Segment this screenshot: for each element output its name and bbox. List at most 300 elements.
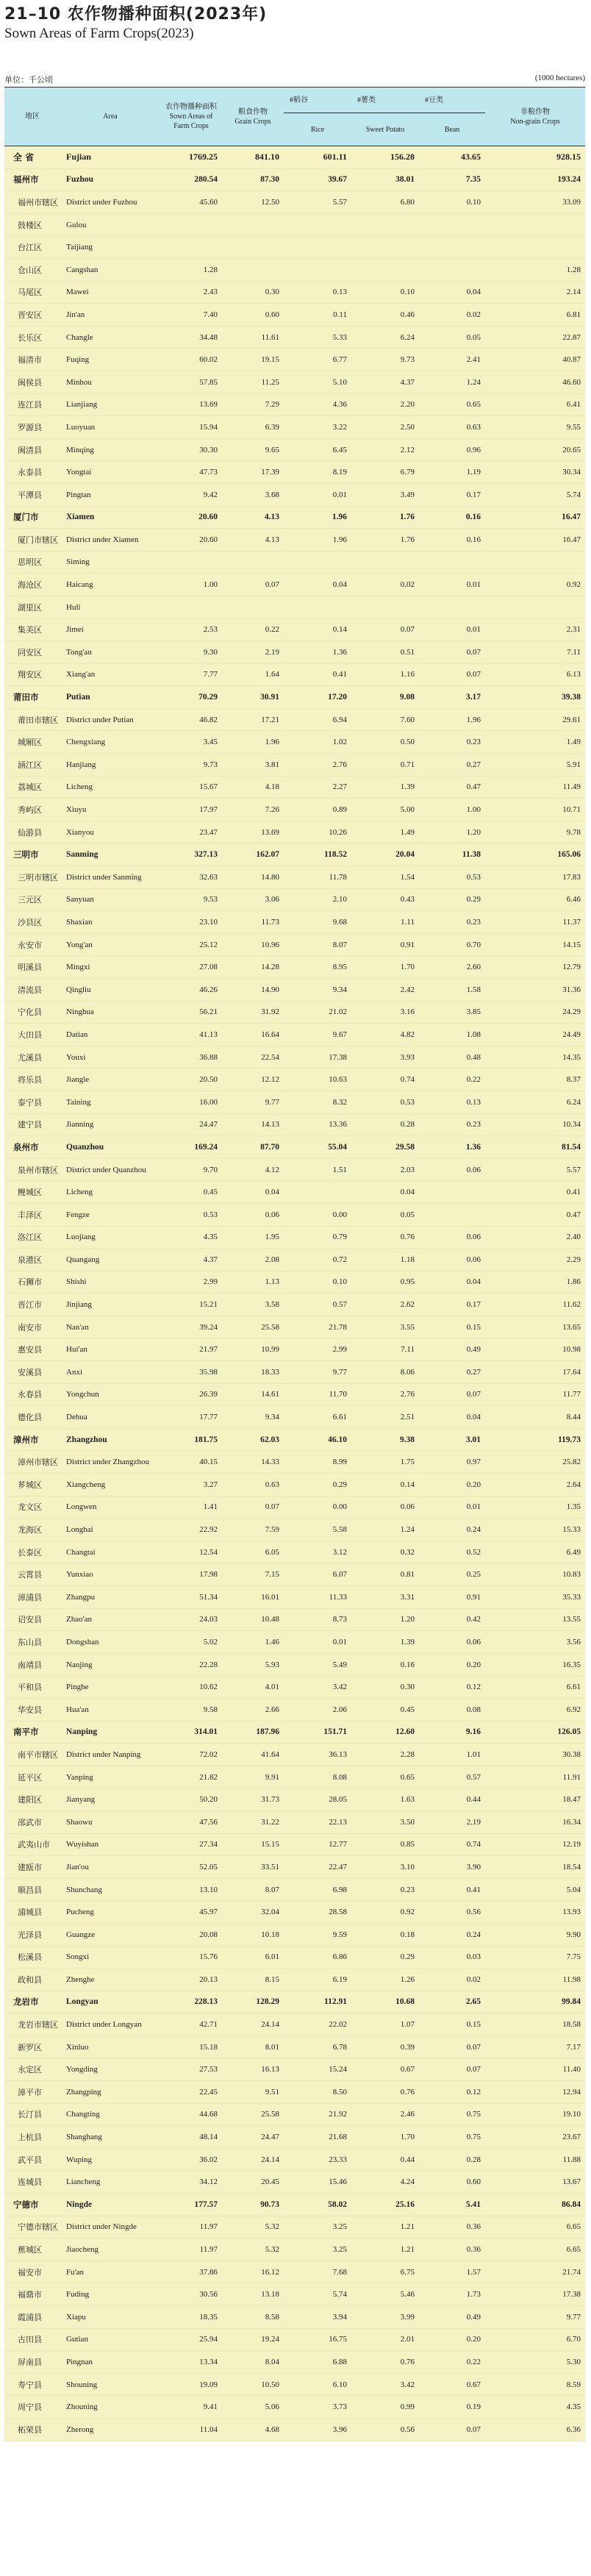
area-name: Fuding bbox=[60, 2283, 160, 2306]
rice-value: 151.71 bbox=[284, 1721, 351, 1744]
rice-value: 8.08 bbox=[284, 1766, 351, 1788]
grain-value: 16.01 bbox=[222, 1586, 284, 1609]
area-name: Licheng bbox=[60, 776, 160, 799]
bean-value: 0.15 bbox=[419, 2013, 485, 2036]
sweet-potato-value: 20.04 bbox=[351, 843, 419, 866]
region-name: 仙游县 bbox=[4, 821, 60, 843]
rice-value: 22.02 bbox=[284, 2013, 351, 2036]
sown-value: 70.29 bbox=[160, 686, 222, 709]
sweet-potato-value: 3.10 bbox=[351, 1856, 419, 1879]
sweet-potato-value: 0.51 bbox=[351, 641, 419, 664]
sweet-potato-value: 2.62 bbox=[351, 1294, 419, 1316]
area-name: Zhenghe bbox=[60, 1969, 160, 1991]
nongrain-value: 8.44 bbox=[485, 1406, 585, 1429]
grain-value: 62.03 bbox=[222, 1428, 284, 1451]
sown-value: 60.02 bbox=[160, 349, 222, 371]
region-name: 德化县 bbox=[4, 1406, 60, 1429]
rice-value: 5.74 bbox=[284, 2283, 351, 2306]
sown-value: 2.99 bbox=[160, 1271, 222, 1294]
rice-value: 6.78 bbox=[284, 2036, 351, 2058]
region-name: 罗源县 bbox=[4, 416, 60, 439]
sweet-potato-value: 0.30 bbox=[351, 1676, 419, 1699]
region-name: 翔安区 bbox=[4, 663, 60, 686]
region-name: 福鼎市 bbox=[4, 2283, 60, 2306]
region-name: 福清市 bbox=[4, 349, 60, 371]
region-name: 莆田市辖区 bbox=[4, 708, 60, 731]
rice-value: 8.07 bbox=[284, 933, 351, 956]
grain-value: 31.73 bbox=[222, 1788, 284, 1811]
nongrain-value: 11.88 bbox=[485, 2148, 585, 2171]
area-name: Gutian bbox=[60, 2328, 160, 2351]
area-name: Ninghua bbox=[60, 1001, 160, 1024]
rice-value: 1.96 bbox=[284, 506, 351, 529]
region-name: 宁德市辖区 bbox=[4, 2216, 60, 2238]
nongrain-value: 1.49 bbox=[485, 731, 585, 754]
grain-value: 7.15 bbox=[222, 1563, 284, 1586]
sweet-potato-value: 3.31 bbox=[351, 1586, 419, 1609]
region-name: 龙海区 bbox=[4, 1519, 60, 1541]
nongrain-value: 19.10 bbox=[485, 2103, 585, 2126]
nongrain-value: 8.37 bbox=[485, 1068, 585, 1091]
sweet-potato-value: 0.67 bbox=[351, 2058, 419, 2081]
sweet-potato-value: 0.10 bbox=[351, 281, 419, 304]
grain-value: 4.68 bbox=[222, 2418, 284, 2441]
nongrain-value: 0.41 bbox=[485, 1181, 585, 1204]
area-name: Mawei bbox=[60, 281, 160, 304]
grain-value: 8.04 bbox=[222, 2351, 284, 2374]
sown-value: 46.82 bbox=[160, 708, 222, 731]
sweet-potato-value: 1.76 bbox=[351, 506, 419, 529]
bean-value: 0.13 bbox=[419, 1091, 485, 1113]
grain-value: 0.07 bbox=[222, 1496, 284, 1519]
area-name: Hanjiang bbox=[60, 754, 160, 777]
nongrain-value bbox=[485, 596, 585, 618]
bean-value: 0.27 bbox=[419, 754, 485, 777]
grain-value: 13.18 bbox=[222, 2283, 284, 2306]
rice-value: 28.58 bbox=[284, 1901, 351, 1924]
sweet-potato-value: 1.07 bbox=[351, 2013, 419, 2036]
sweet-potato-value: 29.58 bbox=[351, 1136, 419, 1159]
nongrain-value: 46.60 bbox=[485, 371, 585, 393]
bean-value: 1.20 bbox=[419, 821, 485, 843]
sweet-potato-value: 0.99 bbox=[351, 2396, 419, 2419]
sown-value bbox=[160, 236, 222, 259]
bean-value: 0.19 bbox=[419, 2396, 485, 2419]
bean-value: 1.36 bbox=[419, 1136, 485, 1159]
sweet-potato-value bbox=[351, 596, 419, 618]
bean-value: 0.28 bbox=[419, 2148, 485, 2171]
sown-value: 30.30 bbox=[160, 438, 222, 461]
region-name: 厦门市辖区 bbox=[4, 529, 60, 552]
sown-value: 12.54 bbox=[160, 1541, 222, 1563]
nongrain-value: 126.05 bbox=[485, 1721, 585, 1744]
bean-value: 2.65 bbox=[419, 1991, 485, 2013]
rice-value: 3.94 bbox=[284, 2306, 351, 2329]
grain-value: 10.96 bbox=[222, 933, 284, 956]
area-name: Liancheng bbox=[60, 2171, 160, 2194]
nongrain-value: 10.98 bbox=[485, 1338, 585, 1361]
rice-value: 3.22 bbox=[284, 416, 351, 439]
nongrain-value: 1.86 bbox=[485, 1271, 585, 1294]
nongrain-value: 5.91 bbox=[485, 754, 585, 777]
region-name: 尤溪县 bbox=[4, 1046, 60, 1068]
nongrain-value: 86.84 bbox=[485, 2194, 585, 2216]
sown-value: 34.12 bbox=[160, 2171, 222, 2194]
rice-value: 12.77 bbox=[284, 1833, 351, 1856]
table-row bbox=[4, 2058, 585, 2081]
rice-value: 13.36 bbox=[284, 1113, 351, 1136]
table-row bbox=[4, 1181, 585, 1204]
nongrain-value: 9.77 bbox=[485, 2306, 585, 2329]
area-name: Licheng bbox=[60, 1181, 160, 1204]
region-name: 龙岩市 bbox=[4, 1991, 60, 2013]
nongrain-value: 12.79 bbox=[485, 956, 585, 979]
sweet-potato-value: 0.18 bbox=[351, 1923, 419, 1946]
sown-value: 23.47 bbox=[160, 821, 222, 843]
col-sown bbox=[160, 88, 222, 146]
table-row bbox=[4, 799, 585, 821]
rice-value: 1.96 bbox=[284, 529, 351, 552]
region-name: 三元区 bbox=[4, 888, 60, 911]
bean-value: 0.63 bbox=[419, 416, 485, 439]
nongrain-value: 2.40 bbox=[485, 1226, 585, 1249]
grain-value: 31.92 bbox=[222, 1001, 284, 1024]
nongrain-value: 13.65 bbox=[485, 1316, 585, 1338]
grain-value: 7.29 bbox=[222, 393, 284, 416]
bean-value: 0.49 bbox=[419, 2306, 485, 2329]
table-row bbox=[4, 956, 585, 979]
nongrain-value: 17.64 bbox=[485, 1361, 585, 1384]
col-rice-en: Rice bbox=[284, 113, 351, 146]
table-row bbox=[4, 1856, 585, 1879]
grain-value: 15.15 bbox=[222, 1833, 284, 1856]
region-name: 蕉城区 bbox=[4, 2238, 60, 2261]
sown-value: 18.35 bbox=[160, 2306, 222, 2329]
area-name: Changting bbox=[60, 2103, 160, 2126]
sweet-potato-value: 0.28 bbox=[351, 1113, 419, 1136]
rice-value: 5.33 bbox=[284, 326, 351, 349]
rice-value: 8.32 bbox=[284, 1091, 351, 1113]
region-name: 永春县 bbox=[4, 1383, 60, 1406]
table-row bbox=[4, 1271, 585, 1294]
sweet-potato-value: 3.99 bbox=[351, 2306, 419, 2329]
area-name: Putian bbox=[60, 686, 160, 709]
area-name: Changle bbox=[60, 326, 160, 349]
region-name: 安溪县 bbox=[4, 1361, 60, 1384]
city-row bbox=[4, 1136, 585, 1159]
table-row bbox=[4, 1316, 585, 1338]
rice-value bbox=[284, 258, 351, 281]
table-row bbox=[4, 529, 585, 552]
region-name: 同安区 bbox=[4, 641, 60, 664]
area-name: District under Zhangzhou bbox=[60, 1451, 160, 1474]
grain-value: 12.12 bbox=[222, 1068, 284, 1091]
sown-value: 1.41 bbox=[160, 1496, 222, 1519]
sweet-potato-value: 3.49 bbox=[351, 483, 419, 506]
nongrain-value: 0.47 bbox=[485, 1203, 585, 1226]
sweet-potato-value: 5.46 bbox=[351, 2283, 419, 2306]
table-row bbox=[4, 911, 585, 934]
bean-value: 0.07 bbox=[419, 663, 485, 686]
region-name: 三明市辖区 bbox=[4, 866, 60, 889]
sweet-potato-value bbox=[351, 236, 419, 259]
sweet-potato-value: 0.46 bbox=[351, 304, 419, 327]
sown-value: 280.54 bbox=[160, 168, 222, 191]
table-row bbox=[4, 1969, 585, 1991]
sweet-potato-value: 38.01 bbox=[351, 168, 419, 191]
bean-value: 0.44 bbox=[419, 1788, 485, 1811]
bean-value: 1.19 bbox=[419, 461, 485, 484]
bean-value: 1.01 bbox=[419, 1744, 485, 1766]
grain-value: 128.29 bbox=[222, 1991, 284, 2013]
nongrain-value: 30.34 bbox=[485, 461, 585, 484]
area-name: Pingnan bbox=[60, 2351, 160, 2374]
sown-value: 11.04 bbox=[160, 2418, 222, 2441]
region-name: 仓山区 bbox=[4, 258, 60, 281]
sweet-potato-value: 0.06 bbox=[351, 1496, 419, 1519]
rice-value: 8.50 bbox=[284, 2081, 351, 2104]
bean-value: 9.16 bbox=[419, 1721, 485, 1744]
table-row bbox=[4, 1653, 585, 1676]
table-row bbox=[4, 2373, 585, 2396]
table-row bbox=[4, 596, 585, 618]
region-name: 平和县 bbox=[4, 1676, 60, 1699]
region-name: 马尾区 bbox=[4, 281, 60, 304]
sweet-potato-value: 0.16 bbox=[351, 1653, 419, 1676]
col-grain bbox=[222, 88, 284, 146]
nongrain-value: 1.28 bbox=[485, 258, 585, 281]
grain-value bbox=[222, 213, 284, 236]
sweet-potato-value: 0.85 bbox=[351, 1833, 419, 1856]
sown-value: 13.10 bbox=[160, 1878, 222, 1901]
grain-value: 32.04 bbox=[222, 1901, 284, 1924]
sown-value: 27.08 bbox=[160, 956, 222, 979]
sweet-potato-value: 3.42 bbox=[351, 2373, 419, 2396]
nongrain-value: 6.81 bbox=[485, 304, 585, 327]
sweet-potato-value: 6.79 bbox=[351, 461, 419, 484]
grain-value: 4.13 bbox=[222, 529, 284, 552]
table-row bbox=[4, 978, 585, 1001]
grain-value bbox=[222, 258, 284, 281]
nongrain-value: 18.58 bbox=[485, 2013, 585, 2036]
region-name: 福州市 bbox=[4, 168, 60, 191]
nongrain-value bbox=[485, 551, 585, 574]
nongrain-value: 0.92 bbox=[485, 574, 585, 596]
rice-value: 22.13 bbox=[284, 1810, 351, 1833]
area-name: Huli bbox=[60, 596, 160, 618]
bean-value: 0.48 bbox=[419, 1046, 485, 1068]
sweet-potato-value: 8.06 bbox=[351, 1361, 419, 1384]
sweet-potato-value: 1.21 bbox=[351, 2216, 419, 2238]
table-row bbox=[4, 2261, 585, 2283]
region-name: 洛江区 bbox=[4, 1226, 60, 1249]
area-name: Fuqing bbox=[60, 349, 160, 371]
bean-value: 1.57 bbox=[419, 2261, 485, 2283]
sweet-potato-value: 0.04 bbox=[351, 1181, 419, 1204]
region-name: 光泽县 bbox=[4, 1923, 60, 1946]
rice-value: 6.07 bbox=[284, 1563, 351, 1586]
nongrain-value: 10.34 bbox=[485, 1113, 585, 1136]
nongrain-value: 165.06 bbox=[485, 843, 585, 866]
nongrain-value: 25.82 bbox=[485, 1451, 585, 1474]
region-name: 鼓楼区 bbox=[4, 213, 60, 236]
table-row bbox=[4, 438, 585, 461]
bean-value: 0.75 bbox=[419, 2103, 485, 2126]
rice-value: 0.01 bbox=[284, 1631, 351, 1654]
nongrain-value: 21.74 bbox=[485, 2261, 585, 2283]
bean-value: 0.25 bbox=[419, 1563, 485, 1586]
col-sown-zh: 农作物播种面积 bbox=[165, 103, 217, 111]
bean-value: 1.73 bbox=[419, 2283, 485, 2306]
table-row bbox=[4, 393, 585, 416]
area-name: Jianyang bbox=[60, 1788, 160, 1811]
area-name: Ningde bbox=[60, 2194, 160, 2216]
area-name: Zhao'an bbox=[60, 1608, 160, 1631]
rice-value: 11.33 bbox=[284, 1586, 351, 1609]
sown-value: 9.41 bbox=[160, 2396, 222, 2419]
sweet-potato-value: 0.14 bbox=[351, 1474, 419, 1496]
nongrain-value: 6.65 bbox=[485, 2216, 585, 2238]
rice-value: 0.72 bbox=[284, 1249, 351, 1271]
rice-value: 0.57 bbox=[284, 1294, 351, 1316]
area-name: Taining bbox=[60, 1091, 160, 1113]
area-name: Sanming bbox=[60, 843, 160, 866]
rice-value bbox=[284, 1181, 351, 1204]
sweet-potato-value: 3.16 bbox=[351, 1001, 419, 1024]
area-name: Tong'an bbox=[60, 641, 160, 664]
bean-value: 0.22 bbox=[419, 1068, 485, 1091]
rice-value: 3.25 bbox=[284, 2238, 351, 2261]
region-name: 集美区 bbox=[4, 618, 60, 641]
sweet-potato-value: 0.56 bbox=[351, 2418, 419, 2441]
bean-value: 0.23 bbox=[419, 911, 485, 934]
grain-value: 10.99 bbox=[222, 1338, 284, 1361]
region-name: 涵江区 bbox=[4, 754, 60, 777]
sown-value: 3.45 bbox=[160, 731, 222, 754]
region-name: 新罗区 bbox=[4, 2036, 60, 2058]
rice-value: 22.47 bbox=[284, 1856, 351, 1879]
sweet-potato-value: 10.68 bbox=[351, 1991, 419, 2013]
rice-value: 2.06 bbox=[284, 1698, 351, 1721]
sweet-potato-value: 0.43 bbox=[351, 888, 419, 911]
nongrain-value: 18.54 bbox=[485, 1856, 585, 1879]
sown-value: 24.03 bbox=[160, 1608, 222, 1631]
table-row bbox=[4, 1451, 585, 1474]
area-name: District under Quanzhou bbox=[60, 1158, 160, 1181]
area-name: Jian'ou bbox=[60, 1856, 160, 1879]
bean-value: 0.06 bbox=[419, 1631, 485, 1654]
table-row bbox=[4, 281, 585, 304]
grain-value: 1.96 bbox=[222, 731, 284, 754]
rice-value: 6.88 bbox=[284, 2351, 351, 2374]
area-name: Jiaocheng bbox=[60, 2238, 160, 2261]
sweet-potato-value: 12.60 bbox=[351, 1721, 419, 1744]
region-name: 邵武市 bbox=[4, 1810, 60, 1833]
region-name: 宁德市 bbox=[4, 2194, 60, 2216]
rice-value: 5.10 bbox=[284, 371, 351, 393]
region-name: 武夷山市 bbox=[4, 1833, 60, 1856]
grain-value: 22.54 bbox=[222, 1046, 284, 1068]
grain-value: 24.14 bbox=[222, 2148, 284, 2171]
grain-value: 17.21 bbox=[222, 708, 284, 731]
grain-value: 2.66 bbox=[222, 1698, 284, 1721]
city-row bbox=[4, 2194, 585, 2216]
sweet-potato-value: 6.75 bbox=[351, 2261, 419, 2283]
grain-value bbox=[222, 596, 284, 618]
sown-value: 46.26 bbox=[160, 978, 222, 1001]
area-name: District under Ningde bbox=[60, 2216, 160, 2238]
grain-value bbox=[222, 236, 284, 259]
nongrain-value: 99.84 bbox=[485, 1991, 585, 2013]
area-name: Jinjiang bbox=[60, 1294, 160, 1316]
rice-value: 2.76 bbox=[284, 754, 351, 777]
table-row bbox=[4, 2351, 585, 2374]
region-name: 永安市 bbox=[4, 933, 60, 956]
rice-value: 17.38 bbox=[284, 1046, 351, 1068]
grain-value: 10.48 bbox=[222, 1608, 284, 1631]
nongrain-value: 6.13 bbox=[485, 663, 585, 686]
rice-value: 8.95 bbox=[284, 956, 351, 979]
sweet-potato-value: 1.11 bbox=[351, 911, 419, 934]
nongrain-value: 16.47 bbox=[485, 529, 585, 552]
sown-value: 1.00 bbox=[160, 574, 222, 596]
grain-value: 33.51 bbox=[222, 1856, 284, 1879]
sweet-potato-value: 1.24 bbox=[351, 1519, 419, 1541]
sweet-potato-value: 1.70 bbox=[351, 956, 419, 979]
page-title: 21–10 农作物播种面积(2023年) bbox=[4, 5, 268, 24]
nongrain-value: 193.24 bbox=[485, 168, 585, 191]
area-name: Mingxi bbox=[60, 956, 160, 979]
table-row bbox=[4, 191, 585, 214]
sweet-potato-value: 1.75 bbox=[351, 1451, 419, 1474]
bean-value: 2.41 bbox=[419, 349, 485, 371]
table-row bbox=[4, 1901, 585, 1924]
table-row bbox=[4, 1158, 585, 1181]
grain-value: 0.63 bbox=[222, 1474, 284, 1496]
region-name: 大田县 bbox=[4, 1024, 60, 1046]
table-row bbox=[4, 933, 585, 956]
area-name: Qingliu bbox=[60, 978, 160, 1001]
area-name: District under Fuzhou bbox=[60, 191, 160, 214]
nongrain-value: 7.17 bbox=[485, 2036, 585, 2058]
bean-value: 0.12 bbox=[419, 2081, 485, 2104]
region-name: 鲤城区 bbox=[4, 1181, 60, 1204]
nongrain-value: 15.33 bbox=[485, 1519, 585, 1541]
region-name: 宁化县 bbox=[4, 1001, 60, 1024]
table-row bbox=[4, 1113, 585, 1136]
grain-value: 3.06 bbox=[222, 888, 284, 911]
region-name: 寿宁县 bbox=[4, 2373, 60, 2396]
grain-value: 17.39 bbox=[222, 461, 284, 484]
sweet-potato-value: 0.53 bbox=[351, 1091, 419, 1113]
sweet-potato-value: 6.80 bbox=[351, 191, 419, 214]
region-name: 南安市 bbox=[4, 1316, 60, 1338]
sown-value: 11.97 bbox=[160, 2238, 222, 2261]
sown-value: 15.67 bbox=[160, 776, 222, 799]
grain-value bbox=[222, 551, 284, 574]
sown-value: 51.34 bbox=[160, 1586, 222, 1609]
sweet-potato-value: 3.50 bbox=[351, 1810, 419, 1833]
nongrain-value: 8.59 bbox=[485, 2373, 585, 2396]
table-row bbox=[4, 1383, 585, 1406]
bean-value: 1.00 bbox=[419, 799, 485, 821]
area-name: Yongchun bbox=[60, 1383, 160, 1406]
nongrain-value: 24.29 bbox=[485, 1001, 585, 1024]
grain-value: 16.12 bbox=[222, 2261, 284, 2283]
sweet-potato-value: 0.74 bbox=[351, 1068, 419, 1091]
nongrain-value: 12.19 bbox=[485, 1833, 585, 1856]
sweet-potato-value: 156.28 bbox=[351, 146, 419, 169]
